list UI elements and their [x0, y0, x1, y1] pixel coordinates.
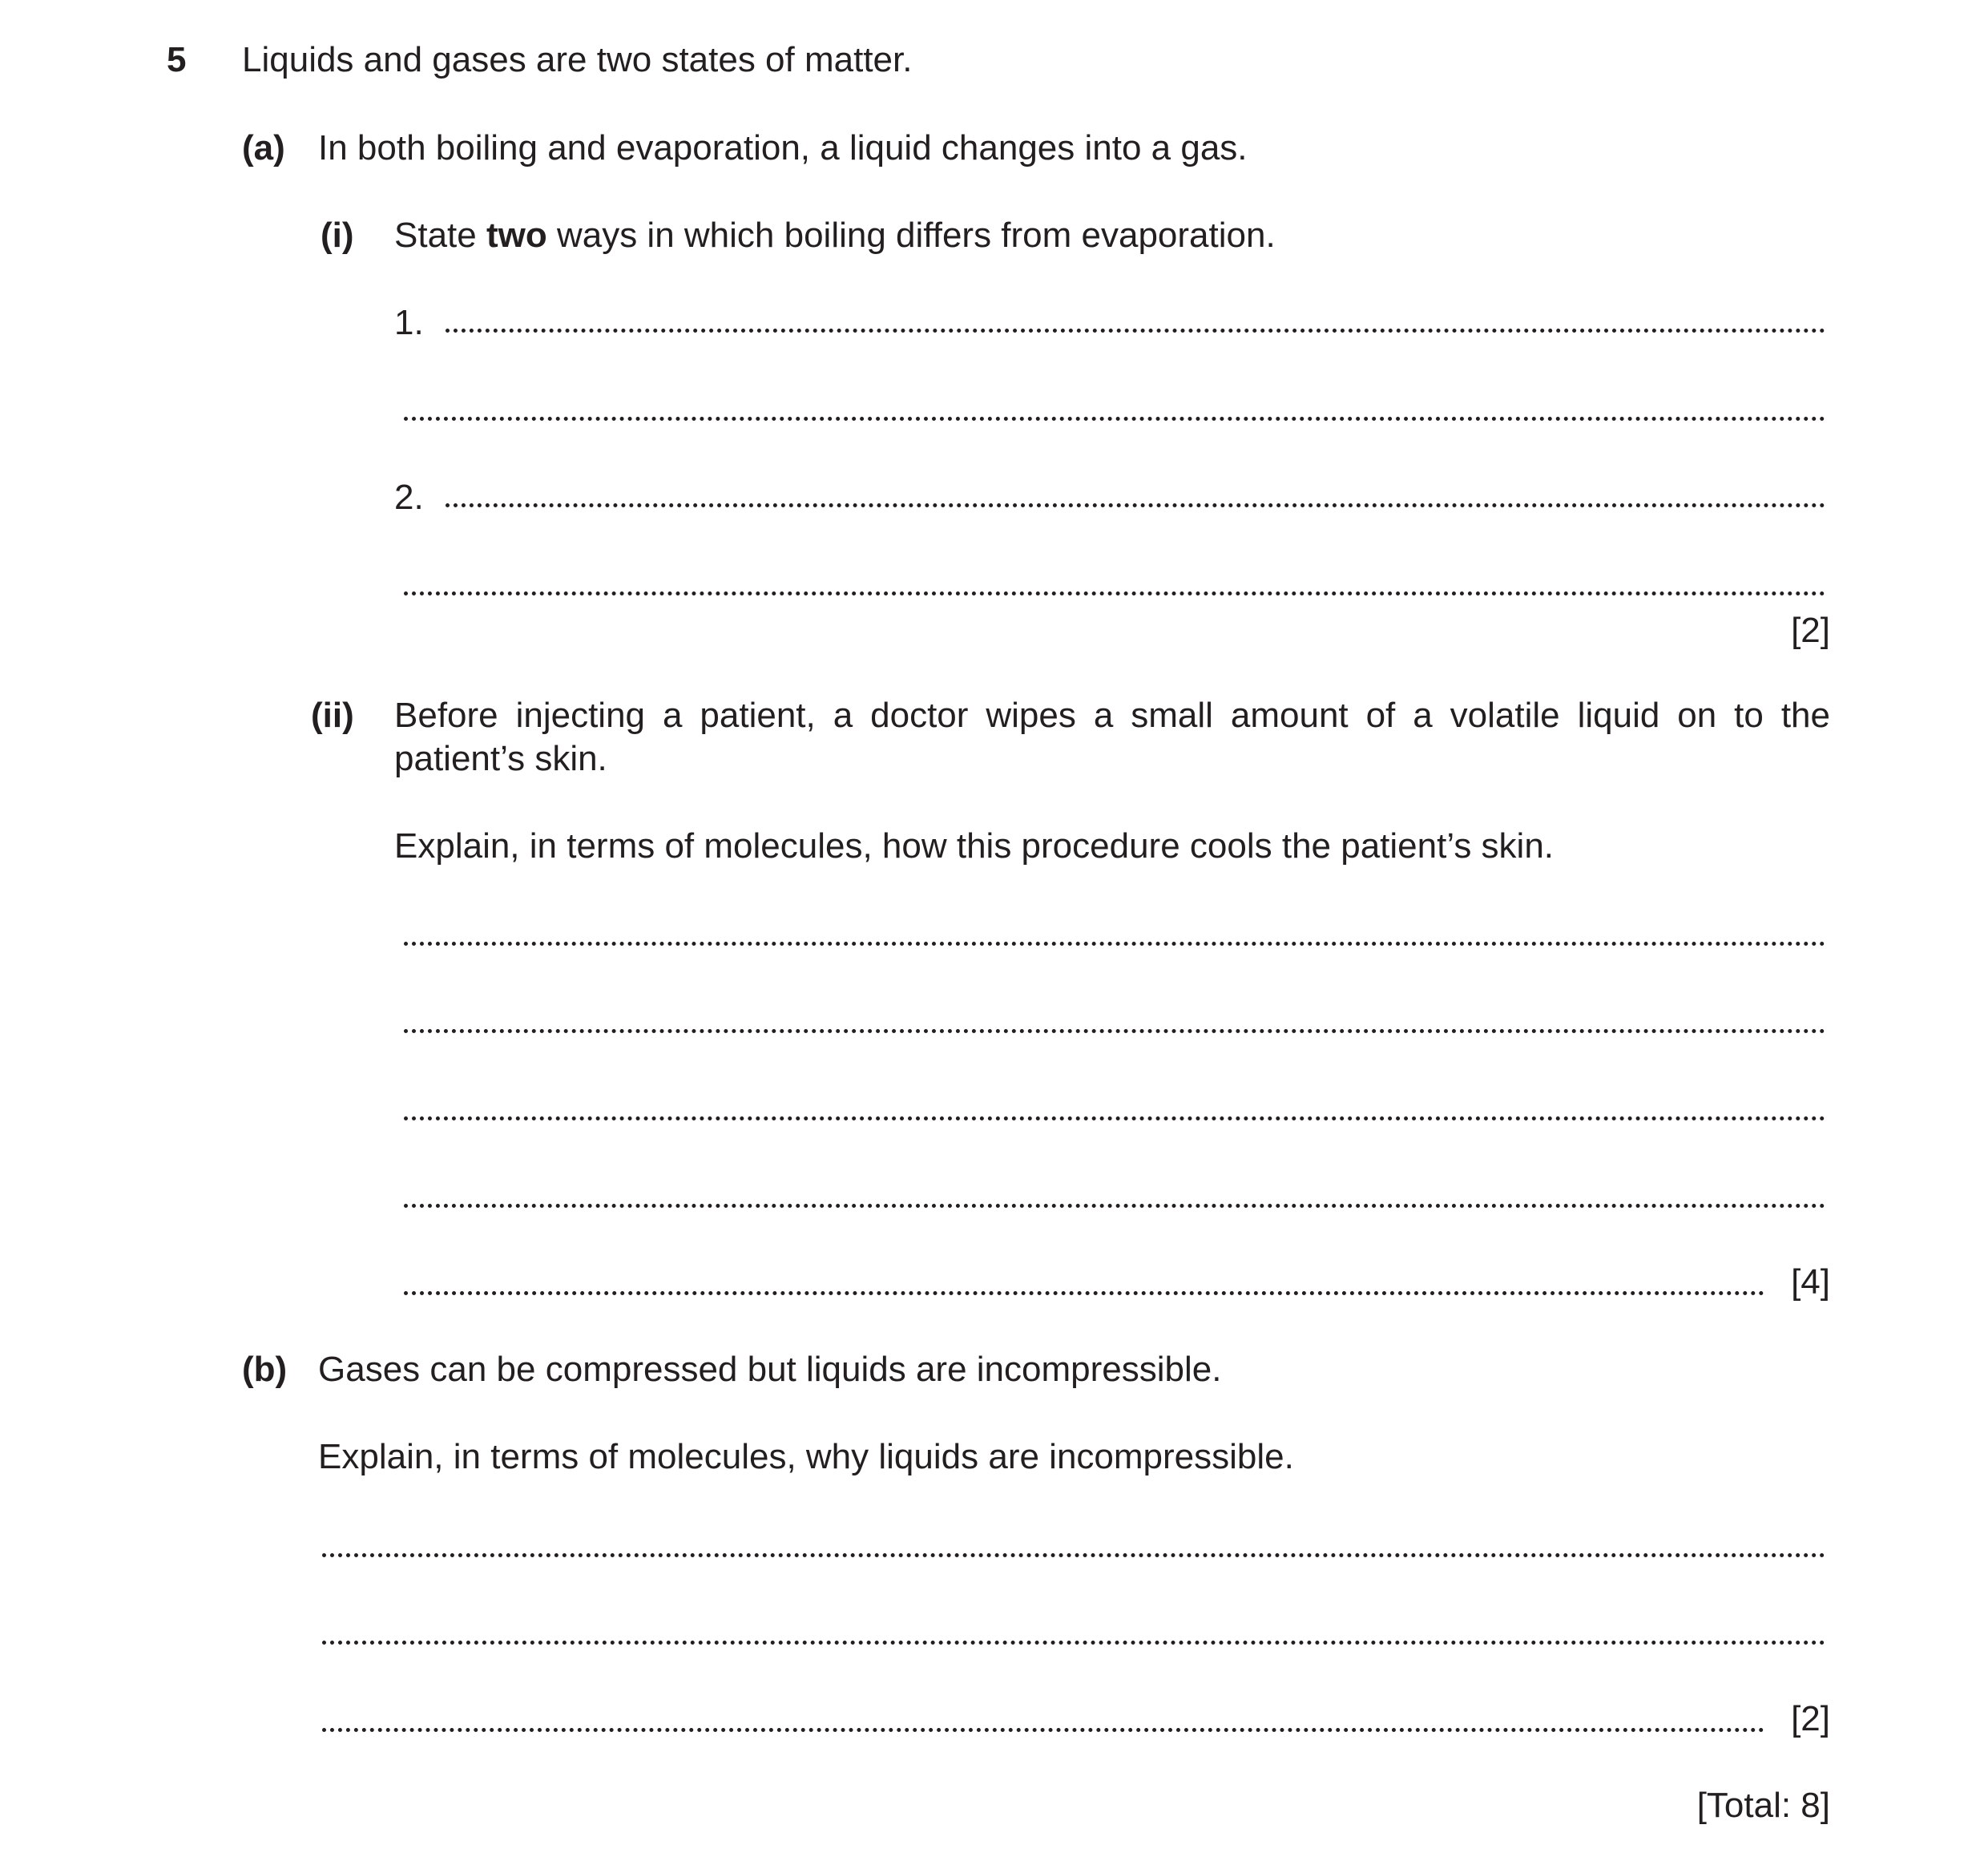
part-b-label: (b)	[242, 1350, 288, 1389]
marks-a-i: [2]	[1791, 611, 1830, 650]
answer-line-ii-4[interactable]	[404, 1204, 1825, 1208]
answer-line-i-3[interactable]	[446, 503, 1825, 507]
total-marks: [Total: 8]	[1696, 1786, 1830, 1825]
part-a-stem: In both boiling and evaporation, a liquid changes into a gas.	[318, 128, 1248, 168]
answer-line-ii-2[interactable]	[404, 1029, 1825, 1033]
part-a-ii-context: Before injecting a patient, a doctor wipes a small amount of a volatile liquid on to the patient’s skin.	[394, 696, 1830, 778]
answer-line-b-1[interactable]	[322, 1553, 1825, 1557]
marks-a-ii: [4]	[1791, 1262, 1830, 1302]
answer-line-i-1[interactable]	[446, 329, 1825, 333]
part-a-i-prompt	[394, 214, 1276, 257]
part-a-i-label: (i)	[321, 216, 354, 255]
prompt-text-after: ways in which boiling differs from evaporation.	[546, 216, 1276, 255]
part-a-ii-prompt: Explain, in terms of molecules, how this procedure cools the patient’s skin.	[394, 826, 1555, 866]
part-b-prompt: Explain, in terms of molecules, why liquids are incompressible.	[318, 1437, 1294, 1476]
answer-line-i-2[interactable]	[404, 417, 1825, 421]
prompt-emphasis: two	[486, 216, 547, 255]
answer-line-b-3[interactable]	[322, 1728, 1764, 1732]
prompt-text-before: State	[394, 216, 486, 255]
answer-line-ii-3[interactable]	[404, 1116, 1825, 1120]
part-a-label: (a)	[242, 128, 285, 168]
question-intro: Liquids and gases are two states of matter.	[242, 40, 913, 79]
answer-item-2-label: 2.	[394, 478, 424, 517]
answer-line-i-4[interactable]	[404, 591, 1825, 595]
part-a-ii-label: (ii)	[311, 696, 354, 735]
question-number: 5	[167, 40, 187, 79]
answer-line-b-2[interactable]	[322, 1641, 1825, 1645]
answer-item-1-label: 1.	[394, 303, 424, 342]
answer-line-ii-5[interactable]	[404, 1291, 1764, 1295]
marks-b: [2]	[1791, 1699, 1830, 1738]
part-b-stem: Gases can be compressed but liquids are incompressible.	[318, 1350, 1222, 1389]
answer-line-ii-1[interactable]	[404, 942, 1825, 946]
